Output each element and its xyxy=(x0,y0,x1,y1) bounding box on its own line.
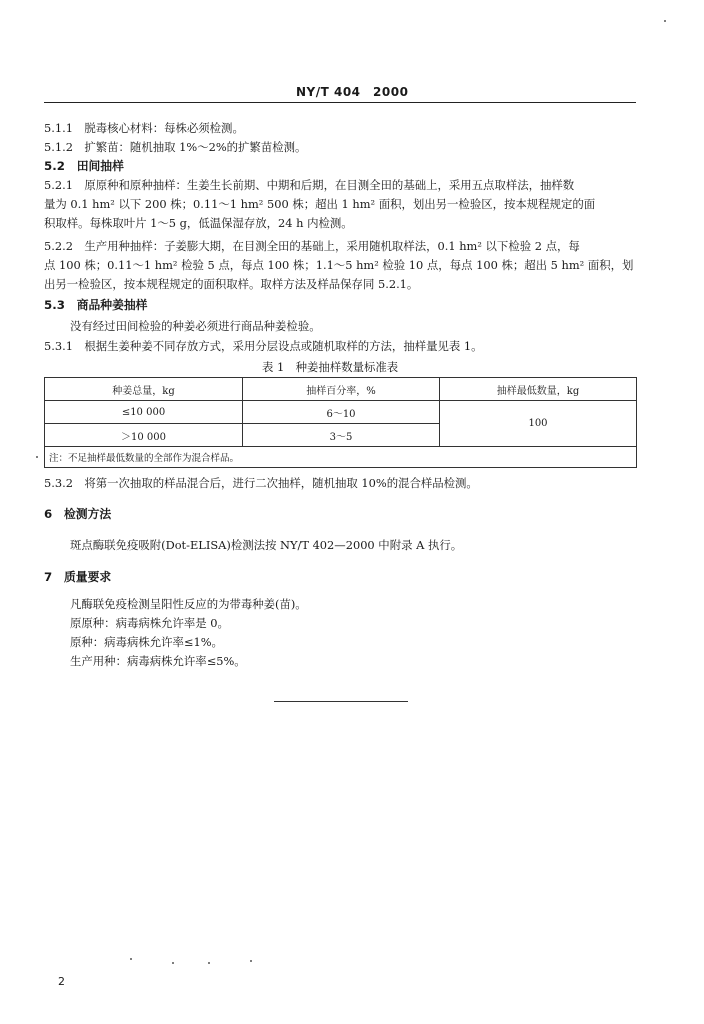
standard-code-header: NY/T 404 2000 xyxy=(296,85,409,99)
clause-5-2-1-line1: 5.2.1 原原种和原种抽样：生姜生长前期、中期和后期，在目测全田的基础上，采用五点取样法，抽样数 xyxy=(44,178,575,192)
table-cell: ＞10 000 xyxy=(45,424,243,447)
heading-7: 7 质量要求 xyxy=(44,570,112,584)
scan-speck xyxy=(172,962,174,964)
clause-5-2-2-line3: 出另一检验区，按本规程规定的面积取样。取样方法及样品保存同 5.2.1。 xyxy=(44,277,419,291)
scan-speck xyxy=(36,456,38,458)
clause-5-2-1-line2: 量为 0.1 hm² 以下 200 株；0.11～1 hm² 500 株；超出 1 hm² 面积，划出另一检验区，按本规程规定的面 xyxy=(44,197,596,211)
clause-5-1-1: 5.1.1 脱毒核心材料：每株必须检测。 xyxy=(44,121,244,135)
table-cell: 3～5 xyxy=(243,424,440,447)
table-cell: ≤10 000 xyxy=(45,401,243,424)
table-header-cell: 种姜总量，kg xyxy=(45,378,243,401)
section-6-text: 斑点酶联免疫吸附(Dot-ELISA)检测法按 NY/T 402—2000 中附录 A 执行。 xyxy=(70,538,463,552)
table-note: 注：不足抽样最低数量的全部作为混合样品。 xyxy=(45,447,637,468)
clause-5-3-2: 5.3.2 将第一次抽取的样品混合后，进行二次抽样，随机抽取 10%的混合样品检测。 xyxy=(44,476,478,490)
scan-speck xyxy=(208,962,210,964)
heading-6: 6 检测方法 xyxy=(44,507,112,521)
section-7-line3: 原种：病毒病株允许率≤1%。 xyxy=(70,635,223,649)
scan-speck xyxy=(664,20,666,22)
sampling-table xyxy=(44,377,637,468)
table-cell-min-qty: 100 xyxy=(440,401,637,447)
table-header-row xyxy=(45,378,637,401)
table-caption: 表 1 种姜抽样数量标准表 xyxy=(262,360,399,374)
table-cell: 6～10 xyxy=(243,401,440,424)
clause-5-3-intro: 没有经过田间检验的种姜必须进行商品种姜检验。 xyxy=(70,319,321,333)
table-header-cell: 抽样百分率，% xyxy=(243,378,440,401)
clause-5-3-1: 5.3.1 根据生姜种姜不同存放方式，采用分层设点或随机取样的方法，抽样量见表 1。 xyxy=(44,339,483,353)
page-number: 2 xyxy=(58,975,65,988)
scan-speck xyxy=(250,960,252,962)
clause-5-2-2-line2: 点 100 株；0.11～1 hm² 检验 5 点，每点 100 株；1.1～5 hm² 检验 10 点，每点 100 株；超出 5 hm² 面积，划 xyxy=(44,258,634,272)
table-row xyxy=(45,401,637,424)
table-header-cell: 抽样最低数量，kg xyxy=(440,378,637,401)
clause-5-2-1-line3: 积取样。每株取叶片 1～5 g，低温保湿存放，24 h 内检测。 xyxy=(44,216,353,230)
section-7-line1: 凡酶联免疫检测呈阳性反应的为带毒种姜(苗)。 xyxy=(70,597,307,611)
heading-5-3: 5.3 商品种姜抽样 xyxy=(44,298,148,312)
heading-5-2: 5.2 田间抽样 xyxy=(44,159,124,173)
clause-5-2-2-line1: 5.2.2 生产用种抽样：子姜膨大期，在目测全田的基础上，采用随机取样法，0.1 hm² 以下检验 2 点，每 xyxy=(44,239,580,253)
section-7-line2: 原原种：病毒病株允许率是 0。 xyxy=(70,616,229,630)
table-note-row xyxy=(45,447,637,468)
header-rule xyxy=(44,102,636,103)
clause-5-1-2: 5.1.2 扩繁苗：随机抽取 1%～2%的扩繁苗检测。 xyxy=(44,140,307,154)
scan-speck xyxy=(130,958,132,960)
section-7-line4: 生产用种：病毒病株允许率≤5%。 xyxy=(70,654,246,668)
end-rule xyxy=(274,701,408,702)
